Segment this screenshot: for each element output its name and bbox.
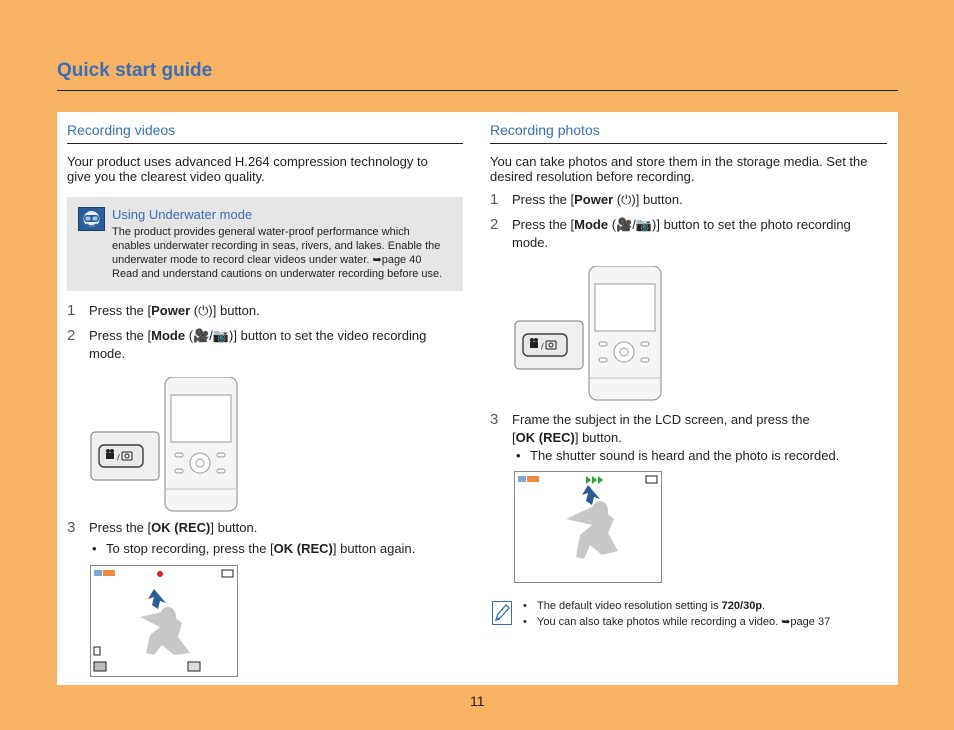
tip-item: • You can also take photos while recording a video. ➥page 37 (521, 614, 891, 630)
photo-bullet: • The shutter sound is heard and the photo is recorded. (530, 447, 890, 465)
section-heading-photos: Recording photos (490, 122, 600, 138)
camcorder-illustration-photo (513, 266, 663, 401)
video-camera-icon: 🎥 (616, 217, 633, 232)
photo-camera-icon: 📷 (635, 217, 653, 232)
title-rule (57, 90, 898, 91)
memo-pencil-icon (492, 601, 512, 625)
svg-text:/: / (541, 342, 544, 351)
video-camera-icon: 🎥 (193, 328, 210, 343)
page-title: Quick start guide (57, 60, 213, 81)
section-rule-videos (67, 143, 463, 144)
page-ref-37[interactable]: page 37 (790, 616, 831, 628)
section-rule-photos (490, 143, 887, 144)
tip-item: • The default video resolution setting is 720/30p. (521, 598, 891, 614)
power-icon: ⏻ (621, 192, 632, 207)
lcd-recording-video (90, 565, 238, 677)
page-ref-arrow-icon: ➥ (372, 254, 382, 266)
page-ref-arrow-icon: ➥ (781, 616, 791, 628)
page-ref-40[interactable]: page 40 (381, 254, 422, 266)
note-title: Using Underwater mode (112, 207, 253, 222)
camcorder-illustration-video (89, 377, 239, 512)
lcd-recording-photo (514, 471, 662, 583)
photo-camera-icon: 📷 (212, 328, 230, 343)
section-heading-videos: Recording videos (67, 122, 176, 138)
note-body: The product provides general water-proof performance which enables underwater recording in seas, rivers, and lakes. Enable the underwater mode to record clear videos under water. ➥page 40 Read and understand cautions on underwater recording before use. (112, 226, 443, 280)
intro-videos: Your product uses advanced H.264 compression technology to give you the clearest video quality. (67, 154, 428, 184)
diving-mask-icon (78, 207, 105, 231)
page-number: 11 (470, 693, 485, 709)
power-icon: ⏻ (198, 303, 209, 318)
intro-photos: You can take photos and store them in the storage media. Set the desired resolution before recording. (490, 154, 868, 184)
svg-text:/: / (117, 453, 120, 462)
video-bullet: • To stop recording, press the [OK (REC)] button again. (106, 540, 476, 558)
tip-list (521, 598, 891, 630)
underwater-note (67, 197, 463, 291)
content-panel: Recording videos Your product uses advanced H.264 compression technology to give you the clearest video quality. Using Underwater mode The product provides general water-proof performance which enables underwater recording in seas, rivers, and lakes. Enable the underwater mode to record clear videos under water. ➥page 40 Read and understand cautions on underwater recording before use. 1 Press the [Power (⏻)] button. 2 Press the [Mode (🎥/📷)] button to set the video recording mode. / 3 Press the [OK (REC)] button. • To stop recording, press the [OK (REC)] button again. Recording photos You can take photos and store them in the storage media. Set the desired resolution before recording. 1 Press the [Power (⏻)] button. 2 Press the [Mode (🎥/📷)] button to set the photo recording mode. / 3 Frame the subject in the LCD screen, and press the [OK (REC)] button. • The shutter sound is heard and the photo is recorded. • The default video resolution setting is 720/30p. • You can also take photos while recording a video. ➥page 37 (57, 112, 898, 685)
